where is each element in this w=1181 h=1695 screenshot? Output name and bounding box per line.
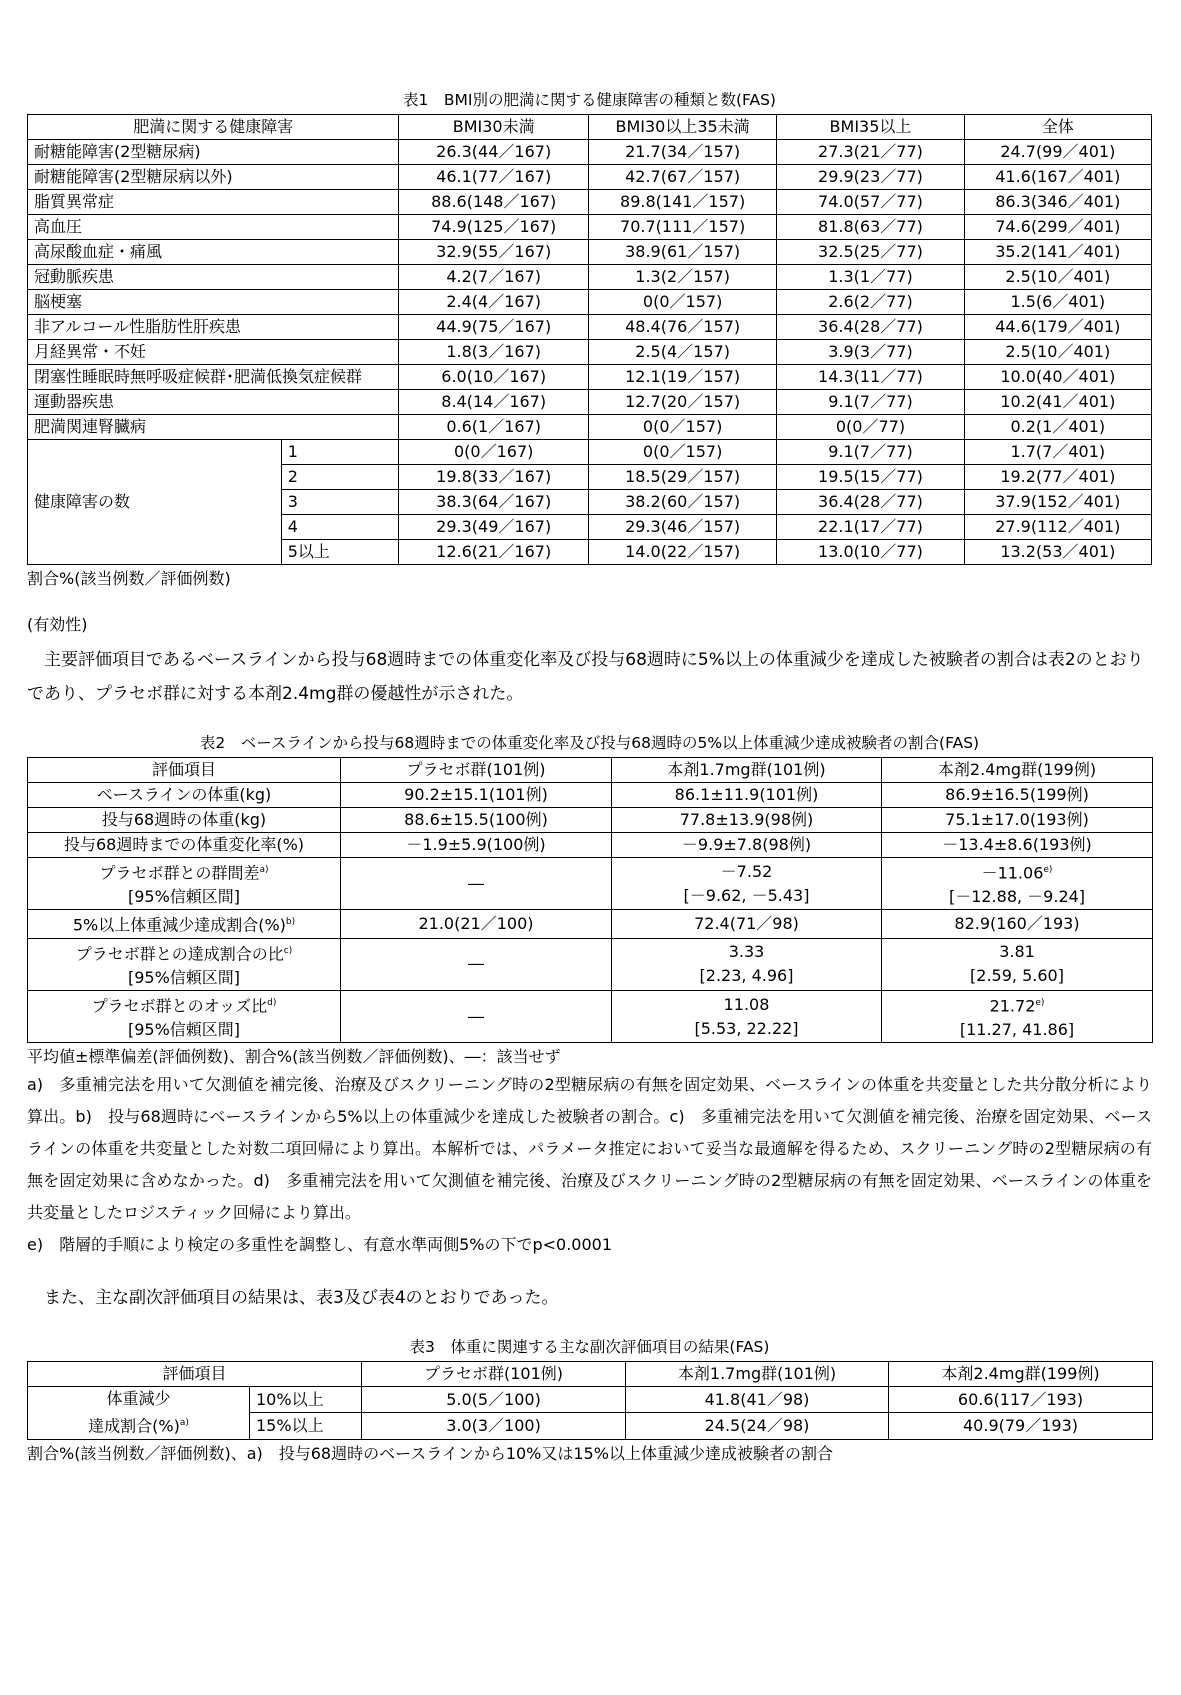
- table2-odds-row: [28, 990, 1153, 1042]
- table3-cell: 24.5(24／98): [626, 1413, 889, 1439]
- diff-placebo: ―: [341, 858, 612, 910]
- rate-label: 5%以上体重減少達成割合(%): [72, 915, 286, 935]
- secondary-paragraph: また、主な副次評価項目の結果は、表3及び表4のとおりであった。: [44, 1288, 559, 1309]
- table1-row-label: 高尿酸血症・痛風: [28, 240, 399, 265]
- efficacy-paragraph: 主要評価項目であるベースラインから投与68週時までの体重変化率及び投与68週時に5%以上の体重減少を達成した被験者の割合は表2のとおりであり、プラセボ群に対する本剤2.4mg群の優越性が示された。: [27, 650, 1144, 704]
- table1-cell: 0(0／77): [777, 415, 964, 440]
- table1-count-n: 2: [281, 465, 399, 490]
- table1-cell: 70.7(111／157): [588, 215, 776, 240]
- table2-footnote: a) 多重補完法を用いて欠測値を補完後、治療及びスクリーニング時の2型糖尿病の有無を固定効果、ベースラインの体重を共変量とした共分散分析により算出。b) 投与68週時にベースラインから5%以上の体重減少を達成した被験者の割合。c) 多重補完法を用いて欠測値を補完後、治療を固定効果、ベースラインの体重を共変量とした対数二項回帰により算出。本解析では、パラメータ推定において妥当な最適解を得るため、スクリーニング時の2型糖尿病の有無を固定効果に含めなかった。d) 多重補完法を用いて欠測値を補完後、治療及びスクリーニング時の2型糖尿病の有無を固定効果、ベースラインの体重を共変量としたロジスティック回帰により算出。: [27, 1075, 1152, 1223]
- table2-header: 本剤2.4mg群(199例): [882, 758, 1153, 783]
- table1-row-label: 月経異常・不妊: [28, 340, 399, 365]
- ratio-24-cell: [882, 938, 1153, 990]
- table1-cell: 89.8(141／157): [588, 190, 776, 215]
- table1-row: [28, 165, 1152, 190]
- table2-cell: 77.8±13.9(98例): [612, 808, 882, 833]
- table1-cell: 18.5(29／157): [588, 465, 776, 490]
- table2-diff-row: [28, 858, 1153, 910]
- diff-24: －11.06: [981, 863, 1044, 883]
- table1-cell: 1.5(6／401): [964, 290, 1151, 315]
- table1-cell: 26.3(44／167): [399, 140, 588, 165]
- table1-row-label: 肥満関連腎臓病: [28, 415, 399, 440]
- table1-header: BMI30未満: [399, 115, 588, 140]
- table2-header: 評価項目: [28, 758, 341, 783]
- table1-cell: 12.7(20／157): [588, 390, 776, 415]
- rate-24: 82.9(160／193): [882, 910, 1153, 938]
- table1-cell: 10.2(41／401): [964, 390, 1151, 415]
- table1-row-label: 高血圧: [28, 215, 399, 240]
- diff-24-ci: [－12.88, －9.24]: [948, 887, 1086, 907]
- table1-row: [28, 290, 1152, 315]
- table2-body: [28, 783, 1153, 858]
- table1-cell: 19.2(77／401): [964, 465, 1151, 490]
- ratio-placebo: ―: [341, 938, 612, 990]
- table1-cell: 21.7(34／157): [588, 140, 776, 165]
- odds-17-cell: [612, 990, 882, 1042]
- table1-cell: 19.8(33／167): [399, 465, 588, 490]
- ratio-label-cell: [28, 938, 341, 990]
- table3-row-label: 10%以上: [250, 1387, 362, 1413]
- table2-cell: 90.2±15.1(101例): [341, 783, 612, 808]
- table1-cell: 46.1(77／167): [399, 165, 588, 190]
- table3-header: 本剤1.7mg群(101例): [626, 1362, 889, 1387]
- table3-group-label2: 達成割合(%): [88, 1416, 180, 1436]
- rate-17: 72.4(71／98): [612, 910, 882, 938]
- table3-group-cell: [28, 1387, 250, 1439]
- table1-cell: 12.6(21／167): [399, 540, 588, 565]
- table1-cell: 37.9(152／401): [964, 490, 1151, 515]
- table1-row: [28, 265, 1152, 290]
- table1-row: [28, 340, 1152, 365]
- table1-cell: 8.4(14／167): [399, 390, 588, 415]
- table1-cell: 74.9(125／167): [399, 215, 588, 240]
- table1-header-row: [28, 115, 1152, 140]
- table2-rate-row: [28, 910, 1153, 938]
- table3-note: 割合%(該当例数／評価例数)、a) 投与68週時のベースラインから10%又は15%以上体重減少達成被験者の割合: [27, 1443, 833, 1463]
- table1-count-n: 5以上: [281, 540, 399, 565]
- table1-row-label: 閉塞性睡眠時無呼吸症候群･肥満低換気症候群: [28, 365, 399, 390]
- table1-cell: 32.9(55／167): [399, 240, 588, 265]
- table3-header: 本剤2.4mg群(199例): [889, 1362, 1153, 1387]
- table2-row-label: 投与68週時の体重(kg): [28, 808, 341, 833]
- table2-row-label: 投与68週時までの体重変化率(%): [28, 833, 341, 858]
- table1-cell: 44.9(75／167): [399, 315, 588, 340]
- table1-cell: 38.9(61／157): [588, 240, 776, 265]
- table1-row-label: 耐糖能障害(2型糖尿病以外): [28, 165, 399, 190]
- table1-cell: 4.2(7／167): [399, 265, 588, 290]
- table1-row: [28, 365, 1152, 390]
- table1-header: BMI35以上: [777, 115, 964, 140]
- table1-cell: 22.1(17／77): [777, 515, 964, 540]
- table1-cell: 29.3(46／157): [588, 515, 776, 540]
- table1-row-label: 耐糖能障害(2型糖尿病): [28, 140, 399, 165]
- table1-row-label: 脂質異常症: [28, 190, 399, 215]
- table1-row: [28, 315, 1152, 340]
- ratio-label-sup: c): [283, 945, 293, 956]
- table1-count-n: 3: [281, 490, 399, 515]
- table1-row: [28, 190, 1152, 215]
- odds-label-sup: d): [267, 997, 277, 1008]
- table1-cell: 29.9(23／77): [777, 165, 964, 190]
- diff-24-sup: e): [1043, 865, 1053, 875]
- table1-caption: 表1 BMI別の肥満に関する健康障害の種類と数(FAS): [403, 91, 776, 109]
- table1-cell: 38.3(64／167): [399, 490, 588, 515]
- table3-cell: 41.8(41／98): [626, 1387, 889, 1413]
- table2-cell: 86.9±16.5(199例): [882, 783, 1153, 808]
- table1-cell: 1.7(7／401): [964, 440, 1151, 465]
- table1-cell: 0(0／157): [588, 440, 776, 465]
- diff-17: －7.52: [720, 861, 773, 881]
- table1-cell: 1.8(3／167): [399, 340, 588, 365]
- odds-17-ci: [5.53, 22.22]: [694, 1018, 799, 1038]
- table1-cell: 24.7(99／401): [964, 140, 1151, 165]
- table1-cell: 0(0／167): [399, 440, 588, 465]
- table1-cell: 2.5(4／157): [588, 340, 776, 365]
- table1-header: 全体: [964, 115, 1151, 140]
- ratio-17-cell: [612, 938, 882, 990]
- table1-cell: 88.6(148／167): [399, 190, 588, 215]
- table1-cell: 3.9(3／77): [777, 340, 964, 365]
- table1-cell: 38.2(60／157): [588, 490, 776, 515]
- table1-row: [28, 215, 1152, 240]
- table1-row: [28, 140, 1152, 165]
- odds-24-sup: e): [1035, 997, 1045, 1008]
- table2-cell: －1.9±5.9(100例): [341, 833, 612, 858]
- odds-17: 11.08: [723, 994, 770, 1014]
- table3-cell: 40.9(79／193): [889, 1413, 1153, 1439]
- table3-caption: 表3 体重に関連する主な副次評価項目の結果(FAS): [409, 1338, 770, 1357]
- table2-row: [28, 783, 1153, 808]
- table1-count-n: 1: [281, 440, 399, 465]
- table1-cell: 27.3(21／77): [777, 140, 964, 165]
- table1-cell: 86.3(346／401): [964, 190, 1151, 215]
- odds-24-ci: [11.27, 41.86]: [959, 1020, 1075, 1040]
- table3-header: プラセボ群(101例): [362, 1362, 626, 1387]
- table3-cell: 60.6(117／193): [889, 1387, 1153, 1413]
- table1-row: [28, 390, 1152, 415]
- table3-group-sup: a): [179, 1418, 189, 1429]
- table1-cell: 0(0／157): [588, 415, 776, 440]
- table1-cell: 41.6(167／401): [964, 165, 1151, 190]
- diff-label-cell: [28, 858, 341, 910]
- table1-row-label: 冠動脈疾患: [28, 265, 399, 290]
- table1-cell: 1.3(1／77): [777, 265, 964, 290]
- table1-cell: 0(0／157): [588, 290, 776, 315]
- diff-ci-label: [95%信頼区間]: [127, 887, 241, 907]
- table1-header: 肥満に関する健康障害: [28, 115, 399, 140]
- table1-cell: 2.5(10／401): [964, 265, 1151, 290]
- table2-note: 平均値±標準偏差(評価例数)、割合%(該当例数／評価例数)、―：該当せず: [27, 1047, 561, 1067]
- odds-ci-label: [95%信頼区間]: [127, 1020, 241, 1040]
- table3-header-row: [28, 1362, 1153, 1387]
- table1-cell: 14.0(22／157): [588, 540, 776, 565]
- table1-cell: 10.0(40／401): [964, 365, 1151, 390]
- table2-header-row: [28, 758, 1153, 783]
- table3-cell: 5.0(5／100): [362, 1387, 626, 1413]
- table1-cell: 19.5(15／77): [777, 465, 964, 490]
- odds-label-cell: [28, 990, 341, 1042]
- diff-label: プラセボ群との群間差: [99, 863, 260, 883]
- table1-count-n: 4: [281, 515, 399, 540]
- table1-cell: 42.7(67／157): [588, 165, 776, 190]
- table1: [27, 114, 1152, 565]
- table3-header: 評価項目: [28, 1362, 362, 1387]
- table1-cell: 13.0(10／77): [777, 540, 964, 565]
- table1-cell: 6.0(10／167): [399, 365, 588, 390]
- ratio-24: 3.81: [999, 942, 1035, 962]
- table1-row: [28, 240, 1152, 265]
- table1-row-label: 運動器疾患: [28, 390, 399, 415]
- table1-cell: 74.6(299／401): [964, 215, 1151, 240]
- table1-cell: 74.0(57／77): [777, 190, 964, 215]
- table1-cell: 0.6(1／167): [399, 415, 588, 440]
- table1-cell: 12.1(19／157): [588, 365, 776, 390]
- ratio-ci-label: [95%信頼区間]: [127, 967, 241, 987]
- table2-cell: 88.6±15.5(100例): [341, 808, 612, 833]
- table1-cell: 81.8(63／77): [777, 215, 964, 240]
- table2-cell: －13.4±8.6(193例): [882, 833, 1153, 858]
- table1-cell: 9.1(7／77): [777, 440, 964, 465]
- table2-row-label: ベースラインの体重(kg): [28, 783, 341, 808]
- table1-cell: 36.4(28／77): [777, 490, 964, 515]
- ratio-24-ci: [2.59, 5.60]: [970, 966, 1064, 986]
- table1-cell: 35.2(141／401): [964, 240, 1151, 265]
- table1-cell: 2.4(4／167): [399, 290, 588, 315]
- document-page: [27, 90, 1152, 1466]
- table1-cell: 36.4(28／77): [777, 315, 964, 340]
- diff-label-sup: a): [259, 865, 269, 875]
- diff-17-cell: [612, 858, 882, 910]
- table1-cell: 13.2(53／401): [964, 540, 1151, 565]
- table1-cell: 14.3(11／77): [777, 365, 964, 390]
- table1-row-label: 脳梗塞: [28, 290, 399, 315]
- table1-cell: 1.3(2／157): [588, 265, 776, 290]
- rate-placebo: 21.0(21／100): [341, 910, 612, 938]
- table1-count-row: [28, 440, 1152, 465]
- table1-cell: 48.4(76／157): [588, 315, 776, 340]
- table1-note: 割合%(該当例数／評価例数): [27, 569, 231, 588]
- odds-placebo: ―: [341, 990, 612, 1042]
- table2-header: プラセボ群(101例): [341, 758, 612, 783]
- table3: [27, 1361, 1153, 1439]
- table1-count-label: 健康障害の数: [28, 440, 282, 565]
- table1-row: [28, 415, 1152, 440]
- ratio-17-ci: [2.23, 4.96]: [699, 966, 794, 986]
- table1-cell: 2.5(10／401): [964, 340, 1151, 365]
- rate-label-cell: [28, 910, 341, 938]
- odds-label: プラセボ群とのオッズ比: [91, 996, 268, 1016]
- table3-row: [28, 1387, 1153, 1413]
- table2: [27, 757, 1153, 1043]
- table2-header: 本剤1.7mg群(101例): [612, 758, 882, 783]
- ratio-label: プラセボ群との達成割合の比: [75, 943, 284, 963]
- table1-cell: 32.5(25／77): [777, 240, 964, 265]
- table1-cell: 2.6(2／77): [777, 290, 964, 315]
- table3-group-label: 体重減少: [106, 1389, 171, 1409]
- table1-cell: 29.3(49／167): [399, 515, 588, 540]
- table2-footnote-e: e) 階層的手順により検定の多重性を調整し、有意水準両側5%の下でp<0.0001: [27, 1235, 613, 1255]
- table1-cell: 44.6(179／401): [964, 315, 1151, 340]
- table1-row-label: 非アルコール性脂肪性肝疾患: [28, 315, 399, 340]
- table2-row: [28, 833, 1153, 858]
- diff-17-ci: [－9.62, －5.43]: [683, 885, 810, 905]
- odds-24: 21.72: [989, 996, 1036, 1016]
- table1-header: BMI30以上35未満: [588, 115, 776, 140]
- table1-cell: 0.2(1／401): [964, 415, 1151, 440]
- table1-cell: 27.9(112／401): [964, 515, 1151, 540]
- rate-label-sup: b): [285, 917, 296, 928]
- table2-cell: 75.1±17.0(193例): [882, 808, 1153, 833]
- diff-24-cell: [882, 858, 1153, 910]
- table3-cell: 3.0(3／100): [362, 1413, 626, 1439]
- odds-24-cell: [882, 990, 1153, 1042]
- table1-cell: 9.1(7／77): [777, 390, 964, 415]
- table2-cell: －9.9±7.8(98例): [612, 833, 882, 858]
- table2-ratio-row: [28, 938, 1153, 990]
- table2-row: [28, 808, 1153, 833]
- table3-row-label: 15%以上: [250, 1413, 362, 1439]
- ratio-17: 3.33: [728, 942, 765, 962]
- table1-body: [28, 140, 1152, 565]
- table2-cell: 86.1±11.9(101例): [612, 783, 882, 808]
- table2-caption: 表2 ベースラインから投与68週時までの体重変化率及び投与68週時の5%以上体重減少達成被験者の割合(FAS): [199, 734, 980, 752]
- efficacy-heading: (有効性): [27, 615, 88, 634]
